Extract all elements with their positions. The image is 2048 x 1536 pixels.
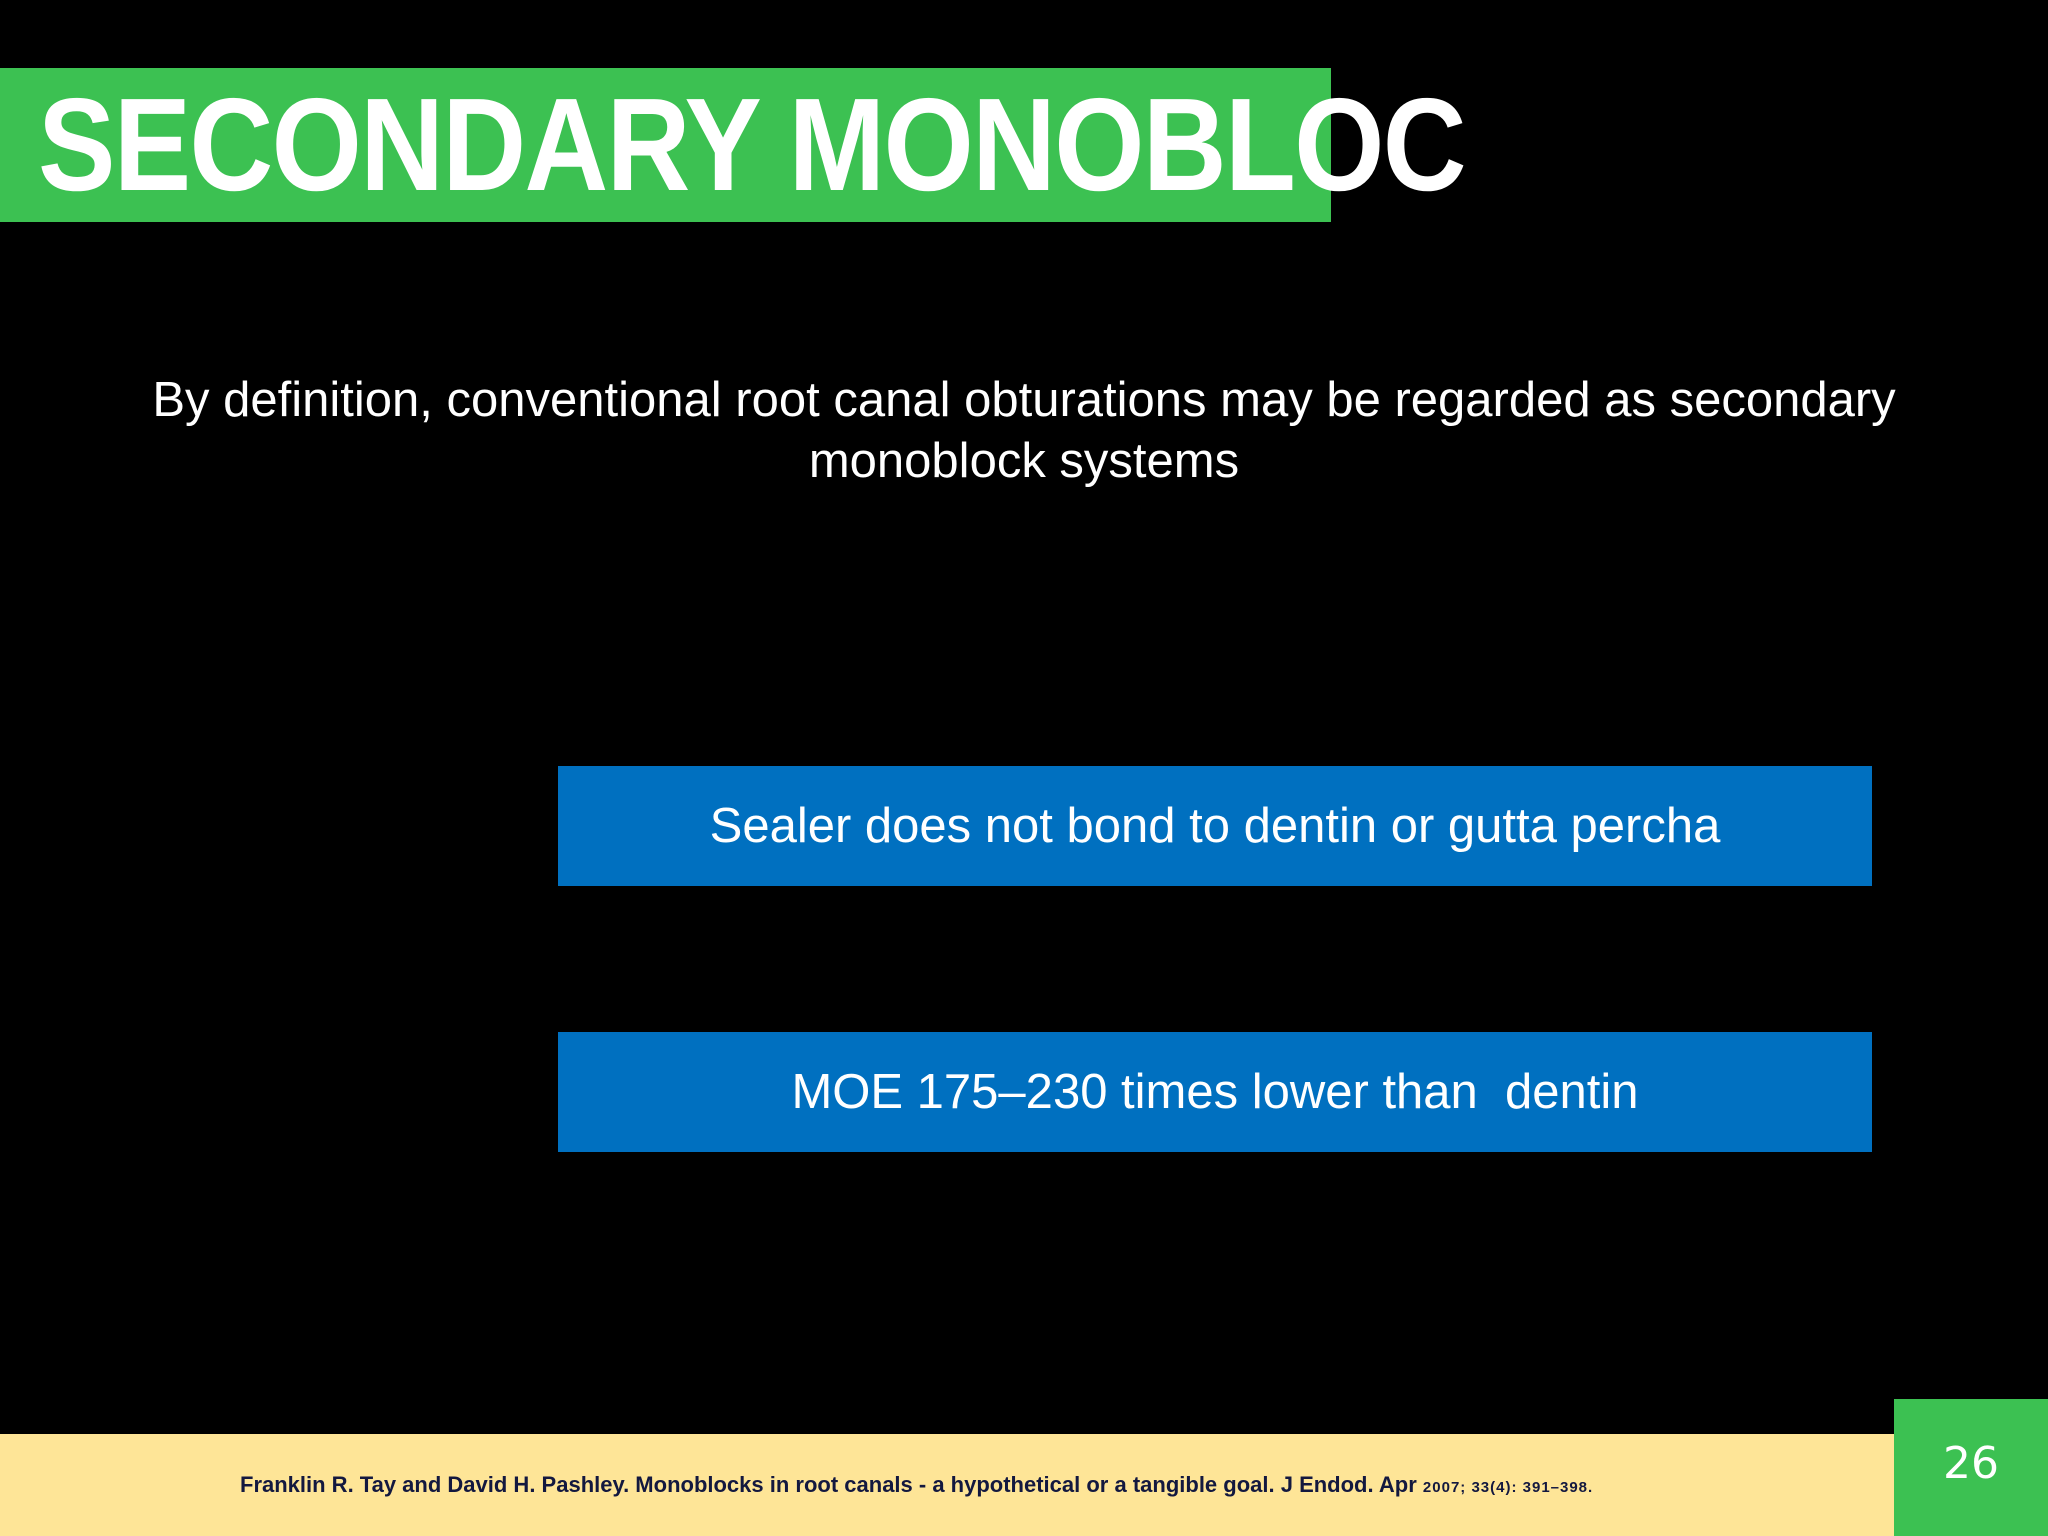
point-box-moe [558,1032,1872,1152]
page-number: 26 [1943,1438,1999,1489]
point-text: Sealer does not bond to dentin or gutta percha [709,799,1721,853]
citation-main: Franklin R. Tay and David H. Pashley. Monoblocks in root canals - a hypothetical or a tangible goal. J Endod. Apr [240,1472,1423,1497]
title-bar [0,68,1465,222]
citation-details: 2007; 33(4): 391–398. [1422,1479,1594,1496]
page-number-box [1894,1399,2048,1536]
citation [240,1470,1593,1503]
point-box-sealer [558,766,1872,886]
definition-text: By definition, conventional root canal obturations may be regarded as secondary monoblock systems [152,373,1896,488]
point-text: MOE 175–230 times lower than dentin [791,1065,1639,1119]
slide-title: SECONDARY MONOBLOC [38,71,1465,218]
